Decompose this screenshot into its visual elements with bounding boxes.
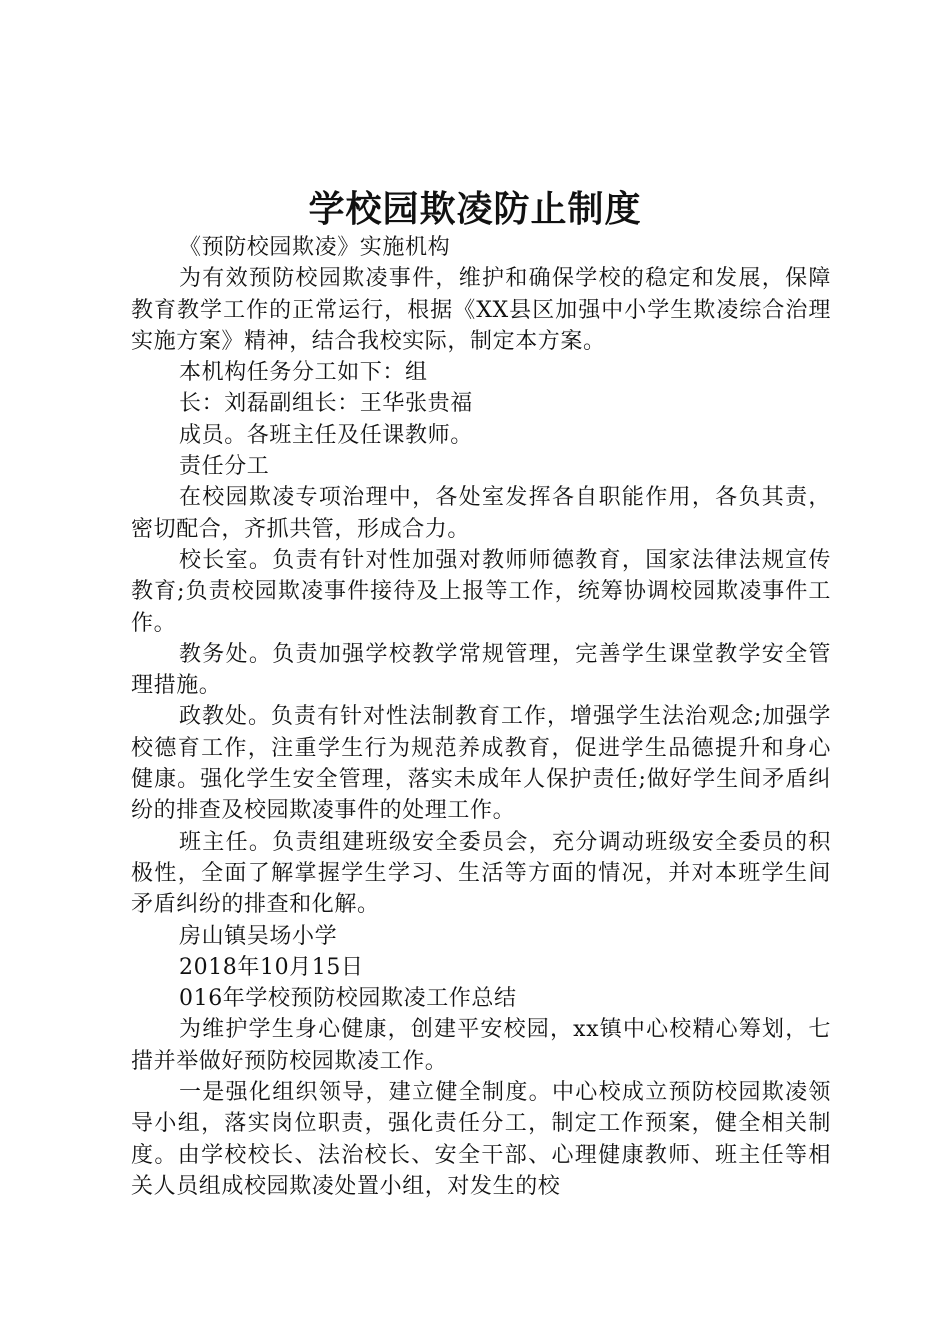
paragraph-measure-one: 一是强化组织领导，建立健全制度。中心校成立预防校园欺凌领导小组，落实岗位职责，强化责任分工，制定工作预案，健全相关制度。由学校校长、法治校长、安全干部、心理健康教师、班主任等相关人员组成校园欺凌处置小组，对发生的校 [131,1080,831,1199]
paragraph-school-name: 房山镇吴场小学 [179,923,338,949]
paragraph-academic-office: 教务处。负责加强学校教学常规管理，完善学生课堂教学安全管理措施。 [131,641,831,699]
paragraph-members: 成员。各班主任及任课教师。 [179,422,473,448]
paragraph-task-division: 本机构任务分工如下：组 [179,360,428,386]
paragraph-institution-heading: 《预防校园欺凌》实施机构 [179,235,451,260]
paragraph-political-office: 政教处。负责有针对性法制教育工作，增强学生法治观念;加强学校德育工作，注重学生行为规范养成教育，促进学生品德提升和身心健康。强化学生安全管理，落实未成年人保护责任;做好学生间矛盾纠纷的排查及校园欺凌事件的处理工作。 [131,704,831,824]
document-title: 学校园欺凌防止制度 [308,188,642,230]
document-body [131,232,831,1202]
paragraph-date: 2018年10月15日 [179,954,364,980]
paragraph-summary-intro: 为维护学生身心健康，创建平安校园，xx镇中心校精心筹划，七措并举做好预防校园欺凌工作。 [131,1017,831,1074]
paragraph-purpose: 为有效预防校园欺凌事件，维护和确保学校的稳定和发展，保障教育教学工作的正常运行，根据《XX县区加强中小学生欺凌综合治理实施方案》精神，结合我校实际，制定本方案。 [131,266,831,354]
paragraph-responsibility-heading: 责任分工 [179,454,270,480]
paragraph-summary-heading: 016年学校预防校园欺凌工作总结 [179,986,517,1012]
paragraph-leaders: 长：刘磊副组长：王华张贵福 [179,391,473,417]
paragraph-principal-office: 校长室。负责有针对性加强对教师师德教育，国家法律法规宣传教育;负责校园欺凌事件接待及上报等工作，统筹协调校园欺凌事件工作。 [131,547,831,636]
paragraph-responsibility-overview: 在校园欺凌专项治理中，各处室发挥各自职能作用，各负其责，密切配合，齐抓共管，形成合力。 [131,485,831,542]
paragraph-class-teacher: 班主任。负责组建班级安全委员会，充分调动班级安全委员的积极性，全面了解掌握学生学习、生活等方面的情况，并对本班学生间矛盾纠纷的排查和化解。 [131,829,831,918]
